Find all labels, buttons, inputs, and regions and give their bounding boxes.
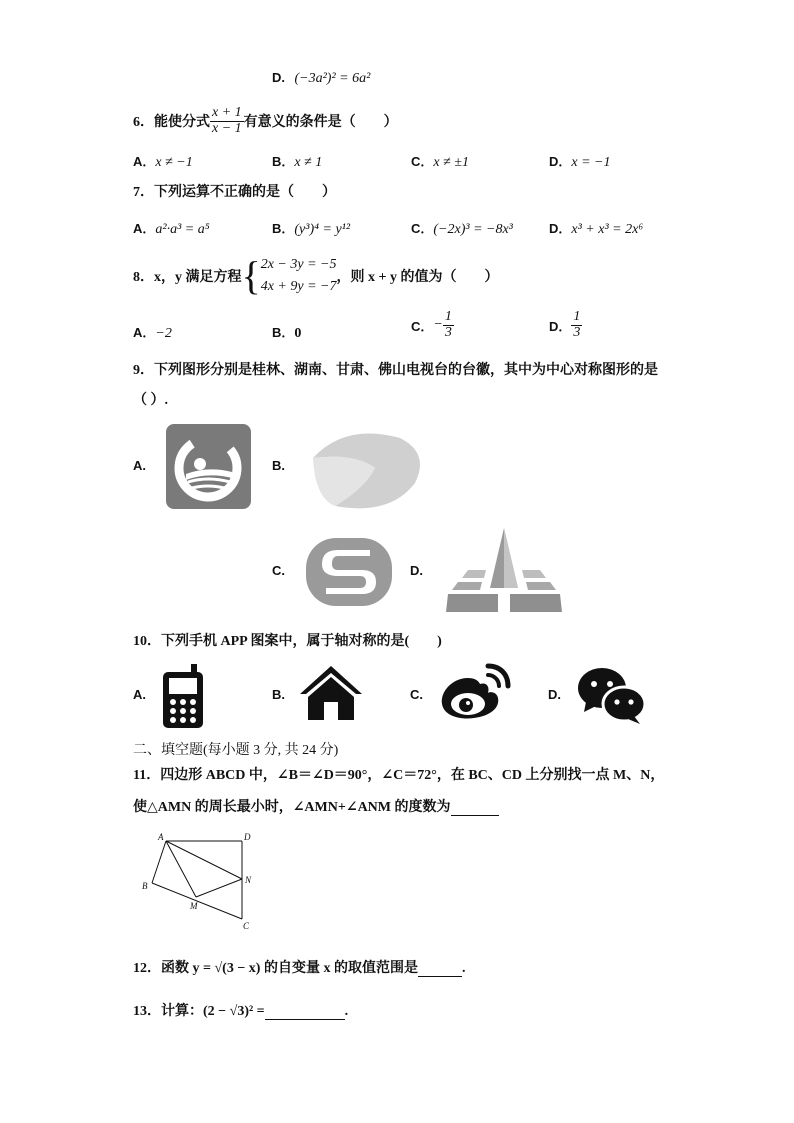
option-label: A． [133,221,156,236]
stem-text: 使△AMN 的周长最小时，∠AMN+∠ANM 的度数为 [133,800,451,815]
point-label-d: D [244,832,251,842]
option-text: x ≠ ±1 [433,155,469,170]
option-label: B． [272,221,295,236]
question-12-stem [133,957,465,977]
question-10-stem: 10．下列手机 APP 图案中，属于轴对称的是( ) [133,634,442,649]
mobile-phone-icon [161,664,207,730]
equation-system [261,254,337,298]
point-label-a: A [158,832,164,842]
point-label-m: M [190,901,198,911]
q6-option-b [272,151,322,171]
question-11-line2 [133,796,499,816]
weibo-icon [438,660,512,722]
option-label: A． [133,154,156,169]
q8-option-a [133,322,172,342]
numerator: x + 1 [212,105,242,120]
q9-label-c: C. [272,563,285,578]
option-text: x³ + x³ = 2x⁶ [571,222,644,237]
point-label-b: B [142,881,148,891]
option-label: C． [411,221,434,236]
q6-option-c [411,151,469,171]
option-text: (y³)⁴ = y¹² [294,222,351,237]
stem-text: 12．函数 y = √(3 − x) 的自变量 x 的取值范围是 [133,961,418,976]
equation-2: 4x + 9y = −7 [260,279,337,294]
question-9-stem-line1: 9．下列图形分别是桂林、湖南、甘肃、佛山电视台的台徽，其中为中心对称图形的是 [133,363,658,378]
quadrilateral-diagram [140,831,260,935]
option-label: C． [411,318,434,334]
hunan-tv-logo-icon [305,428,425,513]
option-label: B． [272,325,295,340]
q7-option-a [133,218,210,238]
option-label: D. [272,70,285,85]
stem-text: 8．x，y 满足方程 [133,270,242,285]
option-label: A． [133,325,156,340]
equation-1: 2x − 3y = −5 [260,257,337,272]
foshan-tv-logo-icon [446,526,562,614]
brace-symbol: { [241,253,261,298]
option-text: −2 [155,326,172,341]
denominator: 3 [573,324,581,340]
q10-label-d: D. [548,687,561,702]
fraction [210,106,244,136]
question-6-stem [133,106,398,136]
stem-text: 13．计算：(2 − √3)² = [133,1004,265,1019]
home-icon [298,664,364,722]
q7-option-b [272,218,350,238]
stem-text: . [461,961,466,976]
option-text: a²·a³ = a⁵ [155,222,210,237]
gansu-tv-logo-icon [304,532,394,612]
option-text: x = −1 [571,155,611,170]
denominator: x − 1 [212,120,242,136]
q7-option-c [411,218,513,238]
q8-option-d [549,310,582,340]
question-13-stem [133,1000,348,1020]
q6-option-d [549,151,611,171]
q6-option-a [133,151,193,171]
q10-label-a: A. [133,687,146,702]
question-9-stem-line2: （ ）. [133,393,168,408]
option-label: D． [549,221,572,236]
q8-option-b [272,322,301,342]
wechat-icon [576,664,646,726]
fraction [443,310,454,340]
q10-label-c: C. [410,687,423,702]
question-11-line1: 11．四边形 ABCD 中，∠B＝∠D＝90°，∠C＝72°，在 BC、CD 上分别找一点 M、N， [133,768,665,783]
section-2-title: 二、填空题(每小题 3 分, 共 24 分) [133,743,339,758]
denominator: 3 [444,324,452,340]
question-7-stem: 7．下列运算不正确的是（ ） [133,185,336,200]
option-text: x ≠ −1 [155,155,193,170]
fraction [571,310,582,340]
stem-text: 6．能使分式 [133,115,210,131]
point-label-c: C [243,921,250,931]
q9-label-b: B. [272,458,285,473]
option-text: x ≠ 1 [294,155,323,170]
math-expression: (−3a²)² = 6a² [294,71,371,86]
q10-label-b: B. [272,687,285,702]
minus-sign: − [433,317,443,333]
answer-blank [451,801,499,816]
q9-label-a: A. [133,458,146,473]
stem-text: ，则 x + y 的值为（ ） [336,270,499,285]
q5-option-d [272,70,370,87]
guilin-tv-logo-icon [166,424,251,509]
numerator: 1 [444,309,452,324]
point-label-n: N [245,875,252,885]
option-text: (−2x)³ = −8x³ [433,222,513,237]
numerator: 1 [573,309,581,324]
answer-blank [265,1005,345,1020]
q7-option-d [549,218,643,238]
stem-text: 有意义的条件是（ ） [243,115,398,131]
option-text: 0 [294,326,302,341]
option-label: D． [549,318,572,334]
option-label: B． [272,154,295,169]
answer-blank [418,962,462,977]
option-label: C． [411,154,434,169]
question-8-stem [133,254,498,298]
stem-text: . [344,1004,349,1019]
option-label: D． [549,154,572,169]
q8-option-c [411,310,454,340]
q9-label-d: D. [410,563,423,578]
